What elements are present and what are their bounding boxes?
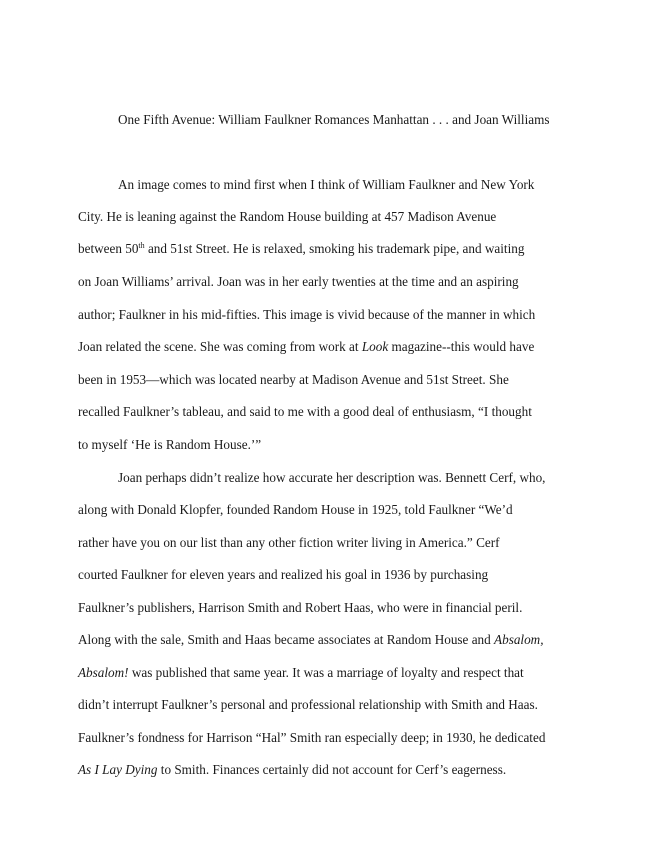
paragraph-line: along with Donald Klopfer, founded Random House in 1925, told Faulkner “We’d bbox=[78, 502, 513, 517]
superscript: th bbox=[138, 241, 145, 250]
paragraph-line: courted Faulkner for eleven years and realized his goal in 1936 by purchasing bbox=[78, 567, 489, 582]
paragraph-line: to myself ‘He is Random House.’” bbox=[78, 437, 262, 452]
italic-title: Look bbox=[361, 339, 389, 354]
paragraph-line: City. He is leaning against the Random House building at 457 Madison Avenue bbox=[78, 209, 497, 224]
paragraph-line bbox=[78, 240, 524, 258]
paragraph-line bbox=[78, 338, 534, 356]
text-run: magazine--this would have bbox=[388, 339, 535, 354]
text-run: to Smith. Finances certainly did not account for Cerf’s eagerness. bbox=[157, 762, 507, 777]
document-title: One Fifth Avenue: William Faulkner Romances Manhattan . . . and Joan Williams bbox=[118, 112, 550, 127]
paragraph-line: on Joan Williams’ arrival. Joan was in her early twenties at the time and an aspiring bbox=[78, 274, 519, 289]
paragraph-line bbox=[78, 631, 544, 649]
paragraph-line: Faulkner’s publishers, Harrison Smith and Robert Haas, who were in financial peril. bbox=[78, 600, 523, 615]
paragraph-line: been in 1953—which was located nearby at Madison Avenue and 51st Street. She bbox=[78, 372, 509, 387]
italic-title: Absalom, bbox=[494, 632, 544, 647]
paragraph-line bbox=[78, 761, 506, 779]
paragraph-line: recalled Faulkner’s tableau, and said to me with a good deal of enthusiasm, “I thought bbox=[78, 404, 532, 419]
paragraph-line: author; Faulkner in his mid-fifties. This image is vivid because of the manner in which bbox=[78, 307, 536, 322]
paragraph-line: didn’t interrupt Faulkner’s personal and professional relationship with Smith and Haas. bbox=[78, 697, 538, 712]
paragraph-line: Faulkner’s fondness for Harrison “Hal” Smith ran especially deep; in 1930, he dedicated bbox=[78, 730, 546, 745]
text-run: Joan related the scene. She was coming from work at bbox=[78, 339, 362, 354]
italic-title: As I Lay Dying bbox=[78, 762, 158, 777]
text-run: was published that same year. It was a marriage of loyalty and respect that bbox=[128, 665, 524, 680]
paragraph-line: rather have you on our list than any other fiction writer living in America.” Cerf bbox=[78, 535, 500, 550]
paragraph-line bbox=[78, 664, 524, 682]
text-run: Along with the sale, Smith and Haas became associates at Random House and bbox=[78, 632, 495, 647]
italic-title: Absalom! bbox=[78, 665, 129, 680]
text-run: and 51st Street. He is relaxed, smoking his trademark pipe, and waiting bbox=[144, 241, 525, 256]
paragraph-line: Joan perhaps didn’t realize how accurate her description was. Bennett Cerf, who, bbox=[118, 470, 546, 485]
text-run: between 50 bbox=[78, 241, 139, 256]
paragraph-line: An image comes to mind first when I think of William Faulkner and New York bbox=[118, 177, 535, 192]
